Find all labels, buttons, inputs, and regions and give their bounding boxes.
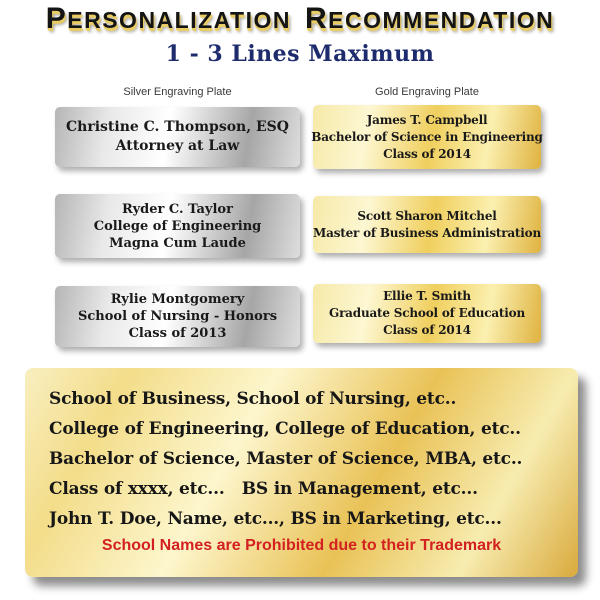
- plate-text-line: James T. Campbell: [366, 112, 488, 127]
- silver-column-label: Silver Engraving Plate: [123, 86, 232, 98]
- title-word2-rest: ECOMMENDATION: [328, 7, 555, 33]
- example-text-line: John T. Doe, Name, etc..., BS in Marketing, etc...: [49, 509, 502, 529]
- silver-plate-sample-3: [55, 286, 300, 347]
- plate-text-line: Attorney at Law: [115, 138, 240, 154]
- title-word-personalization: [46, 2, 291, 37]
- title-word2-lead: R: [305, 2, 329, 35]
- plate-text-line: Magna Cum Laude: [109, 235, 246, 251]
- plate-text-line: Rylie Montgomery: [110, 292, 245, 307]
- trademark-warning-text: School Names are Prohibited due to their Trademark: [101, 537, 502, 554]
- silver-plate-sample-1: [55, 107, 300, 167]
- plate-text-line: Class of 2013: [128, 326, 227, 341]
- examples-gold-plate: [25, 368, 578, 577]
- page-title: [0, 2, 600, 37]
- plate-text-line: Graduate School of Education: [329, 306, 525, 320]
- subtitle-lines-maximum: 1 - 3 Lines Maximum: [165, 41, 435, 67]
- title-word1-rest: ERSONALIZATION: [67, 7, 291, 33]
- plate-text-line: Ryder C. Taylor: [122, 201, 233, 217]
- example-text-line: Class of xxxx, etc... BS in Management, etc...: [49, 479, 478, 499]
- gold-column-label: Gold Engraving Plate: [375, 86, 479, 98]
- plate-text-line: School of Nursing - Honors: [77, 309, 278, 324]
- plate-text-line: Class of 2014: [383, 323, 471, 337]
- plate-text-line: Scott Sharon Mitchel: [357, 208, 497, 223]
- example-text-line: School of Business, School of Nursing, etc..: [49, 389, 457, 409]
- plate-text-line: Christine C. Thompson, ESQ: [66, 119, 289, 135]
- silver-plate-sample-2: [55, 194, 300, 258]
- gold-plate-sample-1: [313, 105, 541, 169]
- title-word-recommendation: [305, 2, 554, 37]
- example-text-line: Bachelor of Science, Master of Science, MBA, etc..: [49, 449, 523, 469]
- example-text-line: College of Engineering, College of Education, etc..: [49, 419, 521, 439]
- plate-text-line: Master of Business Administration: [313, 225, 541, 240]
- plate-text-line: College of Engineering: [93, 218, 262, 234]
- title-word1-lead: P: [45, 2, 68, 35]
- plate-text-line: Class of 2014: [383, 146, 471, 161]
- plate-text-line: Bachelor of Science in Engineering: [311, 129, 543, 144]
- gold-plate-sample-2: [313, 196, 541, 253]
- plate-text-line: Ellie T. Smith: [383, 289, 471, 303]
- gold-plate-sample-3: [313, 284, 541, 343]
